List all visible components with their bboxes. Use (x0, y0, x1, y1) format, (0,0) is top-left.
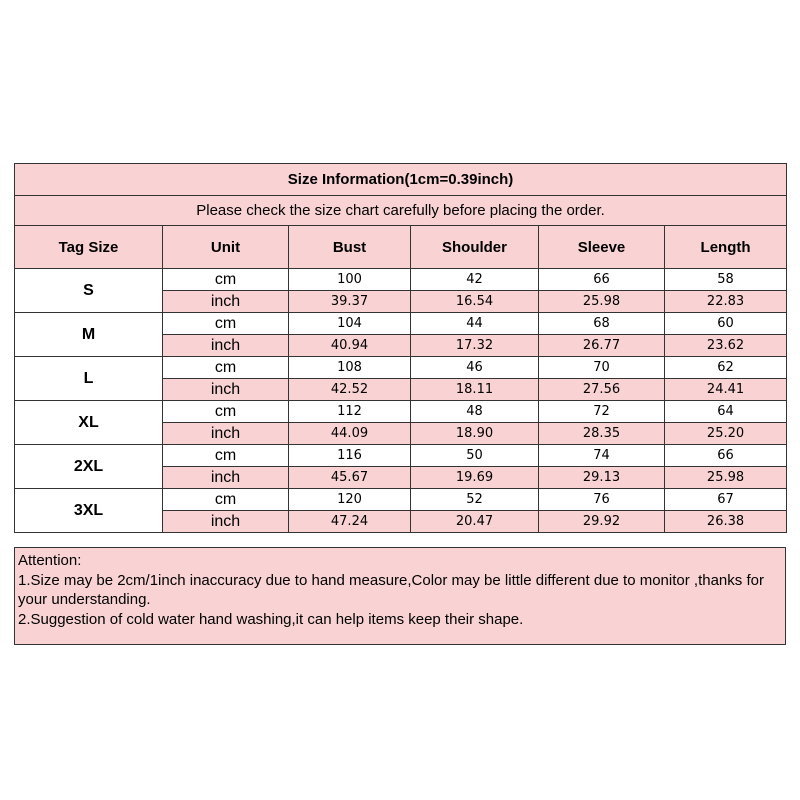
table-row (15, 401, 787, 423)
bust-cell: 112 (289, 401, 411, 423)
sleeve-cell: 29.13 (539, 467, 665, 489)
shoulder-cell: 17.32 (411, 335, 539, 357)
bust-cell: 104 (289, 313, 411, 335)
unit-cell: inch (163, 335, 289, 357)
unit-cell: cm (163, 313, 289, 335)
bust-cell: 42.52 (289, 379, 411, 401)
attention-note (14, 547, 786, 645)
sleeve-cell: 28.35 (539, 423, 665, 445)
length-cell: 23.62 (665, 335, 787, 357)
sleeve-cell: 76 (539, 489, 665, 511)
tag-size-cell: M (15, 313, 163, 357)
attention-line-1: 1.Size may be 2cm/1inch inaccuracy due to hand measure,Color may be little different due to monitor ,thanks for your understanding. (18, 571, 764, 608)
sleeve-cell: 70 (539, 357, 665, 379)
sleeve-cell: 25.98 (539, 291, 665, 313)
shoulder-cell: 52 (411, 489, 539, 511)
attention-heading: Attention: (18, 552, 82, 569)
unit-cell: cm (163, 445, 289, 467)
length-cell: 60 (665, 313, 787, 335)
header-tag-size: Tag Size (15, 226, 163, 269)
header-sleeve: Sleeve (539, 226, 665, 269)
header-length: Length (665, 226, 787, 269)
shoulder-cell: 42 (411, 269, 539, 291)
unit-cell: cm (163, 401, 289, 423)
title-row (15, 164, 787, 196)
length-cell: 67 (665, 489, 787, 511)
table-row (15, 489, 787, 511)
tag-size-cell: L (15, 357, 163, 401)
unit-cell: inch (163, 291, 289, 313)
bust-cell: 108 (289, 357, 411, 379)
header-bust: Bust (289, 226, 411, 269)
shoulder-cell: 44 (411, 313, 539, 335)
table-row (15, 313, 787, 335)
sleeve-cell: 27.56 (539, 379, 665, 401)
sleeve-cell: 26.77 (539, 335, 665, 357)
table-row (15, 445, 787, 467)
length-cell: 25.98 (665, 467, 787, 489)
shoulder-cell: 50 (411, 445, 539, 467)
header-shoulder: Shoulder (411, 226, 539, 269)
bust-cell: 116 (289, 445, 411, 467)
table-subtitle: Please check the size chart carefully before placing the order. (15, 196, 787, 226)
unit-cell: inch (163, 467, 289, 489)
attention-line-2: 2.Suggestion of cold water hand washing,it can help items keep their shape. (18, 610, 524, 628)
shoulder-cell: 16.54 (411, 291, 539, 313)
tag-size-cell: XL (15, 401, 163, 445)
shoulder-cell: 48 (411, 401, 539, 423)
tag-size-cell: 3XL (15, 489, 163, 533)
length-cell: 64 (665, 401, 787, 423)
table-row (15, 357, 787, 379)
shoulder-cell: 19.69 (411, 467, 539, 489)
shoulder-cell: 46 (411, 357, 539, 379)
sleeve-cell: 72 (539, 401, 665, 423)
size-chart (14, 163, 786, 645)
bust-cell: 45.67 (289, 467, 411, 489)
unit-cell: cm (163, 489, 289, 511)
length-cell: 58 (665, 269, 787, 291)
bust-cell: 40.94 (289, 335, 411, 357)
unit-cell: inch (163, 511, 289, 533)
tag-size-cell: 2XL (15, 445, 163, 489)
length-cell: 24.41 (665, 379, 787, 401)
length-cell: 62 (665, 357, 787, 379)
header-row (15, 226, 787, 269)
unit-cell: inch (163, 423, 289, 445)
sleeve-cell: 66 (539, 269, 665, 291)
bust-cell: 39.37 (289, 291, 411, 313)
bust-cell: 120 (289, 489, 411, 511)
bust-cell: 44.09 (289, 423, 411, 445)
length-cell: 26.38 (665, 511, 787, 533)
table-row (15, 269, 787, 291)
unit-cell: cm (163, 269, 289, 291)
shoulder-cell: 18.90 (411, 423, 539, 445)
table-title: Size Information(1cm=0.39inch) (15, 164, 787, 196)
sleeve-cell: 74 (539, 445, 665, 467)
length-cell: 66 (665, 445, 787, 467)
tag-size-cell: S (15, 269, 163, 313)
shoulder-cell: 20.47 (411, 511, 539, 533)
unit-cell: inch (163, 379, 289, 401)
bust-cell: 47.24 (289, 511, 411, 533)
header-unit: Unit (163, 226, 289, 269)
unit-cell: cm (163, 357, 289, 379)
subtitle-row (15, 196, 787, 226)
size-table (14, 163, 787, 533)
sleeve-cell: 68 (539, 313, 665, 335)
length-cell: 22.83 (665, 291, 787, 313)
sleeve-cell: 29.92 (539, 511, 665, 533)
shoulder-cell: 18.11 (411, 379, 539, 401)
length-cell: 25.20 (665, 423, 787, 445)
bust-cell: 100 (289, 269, 411, 291)
